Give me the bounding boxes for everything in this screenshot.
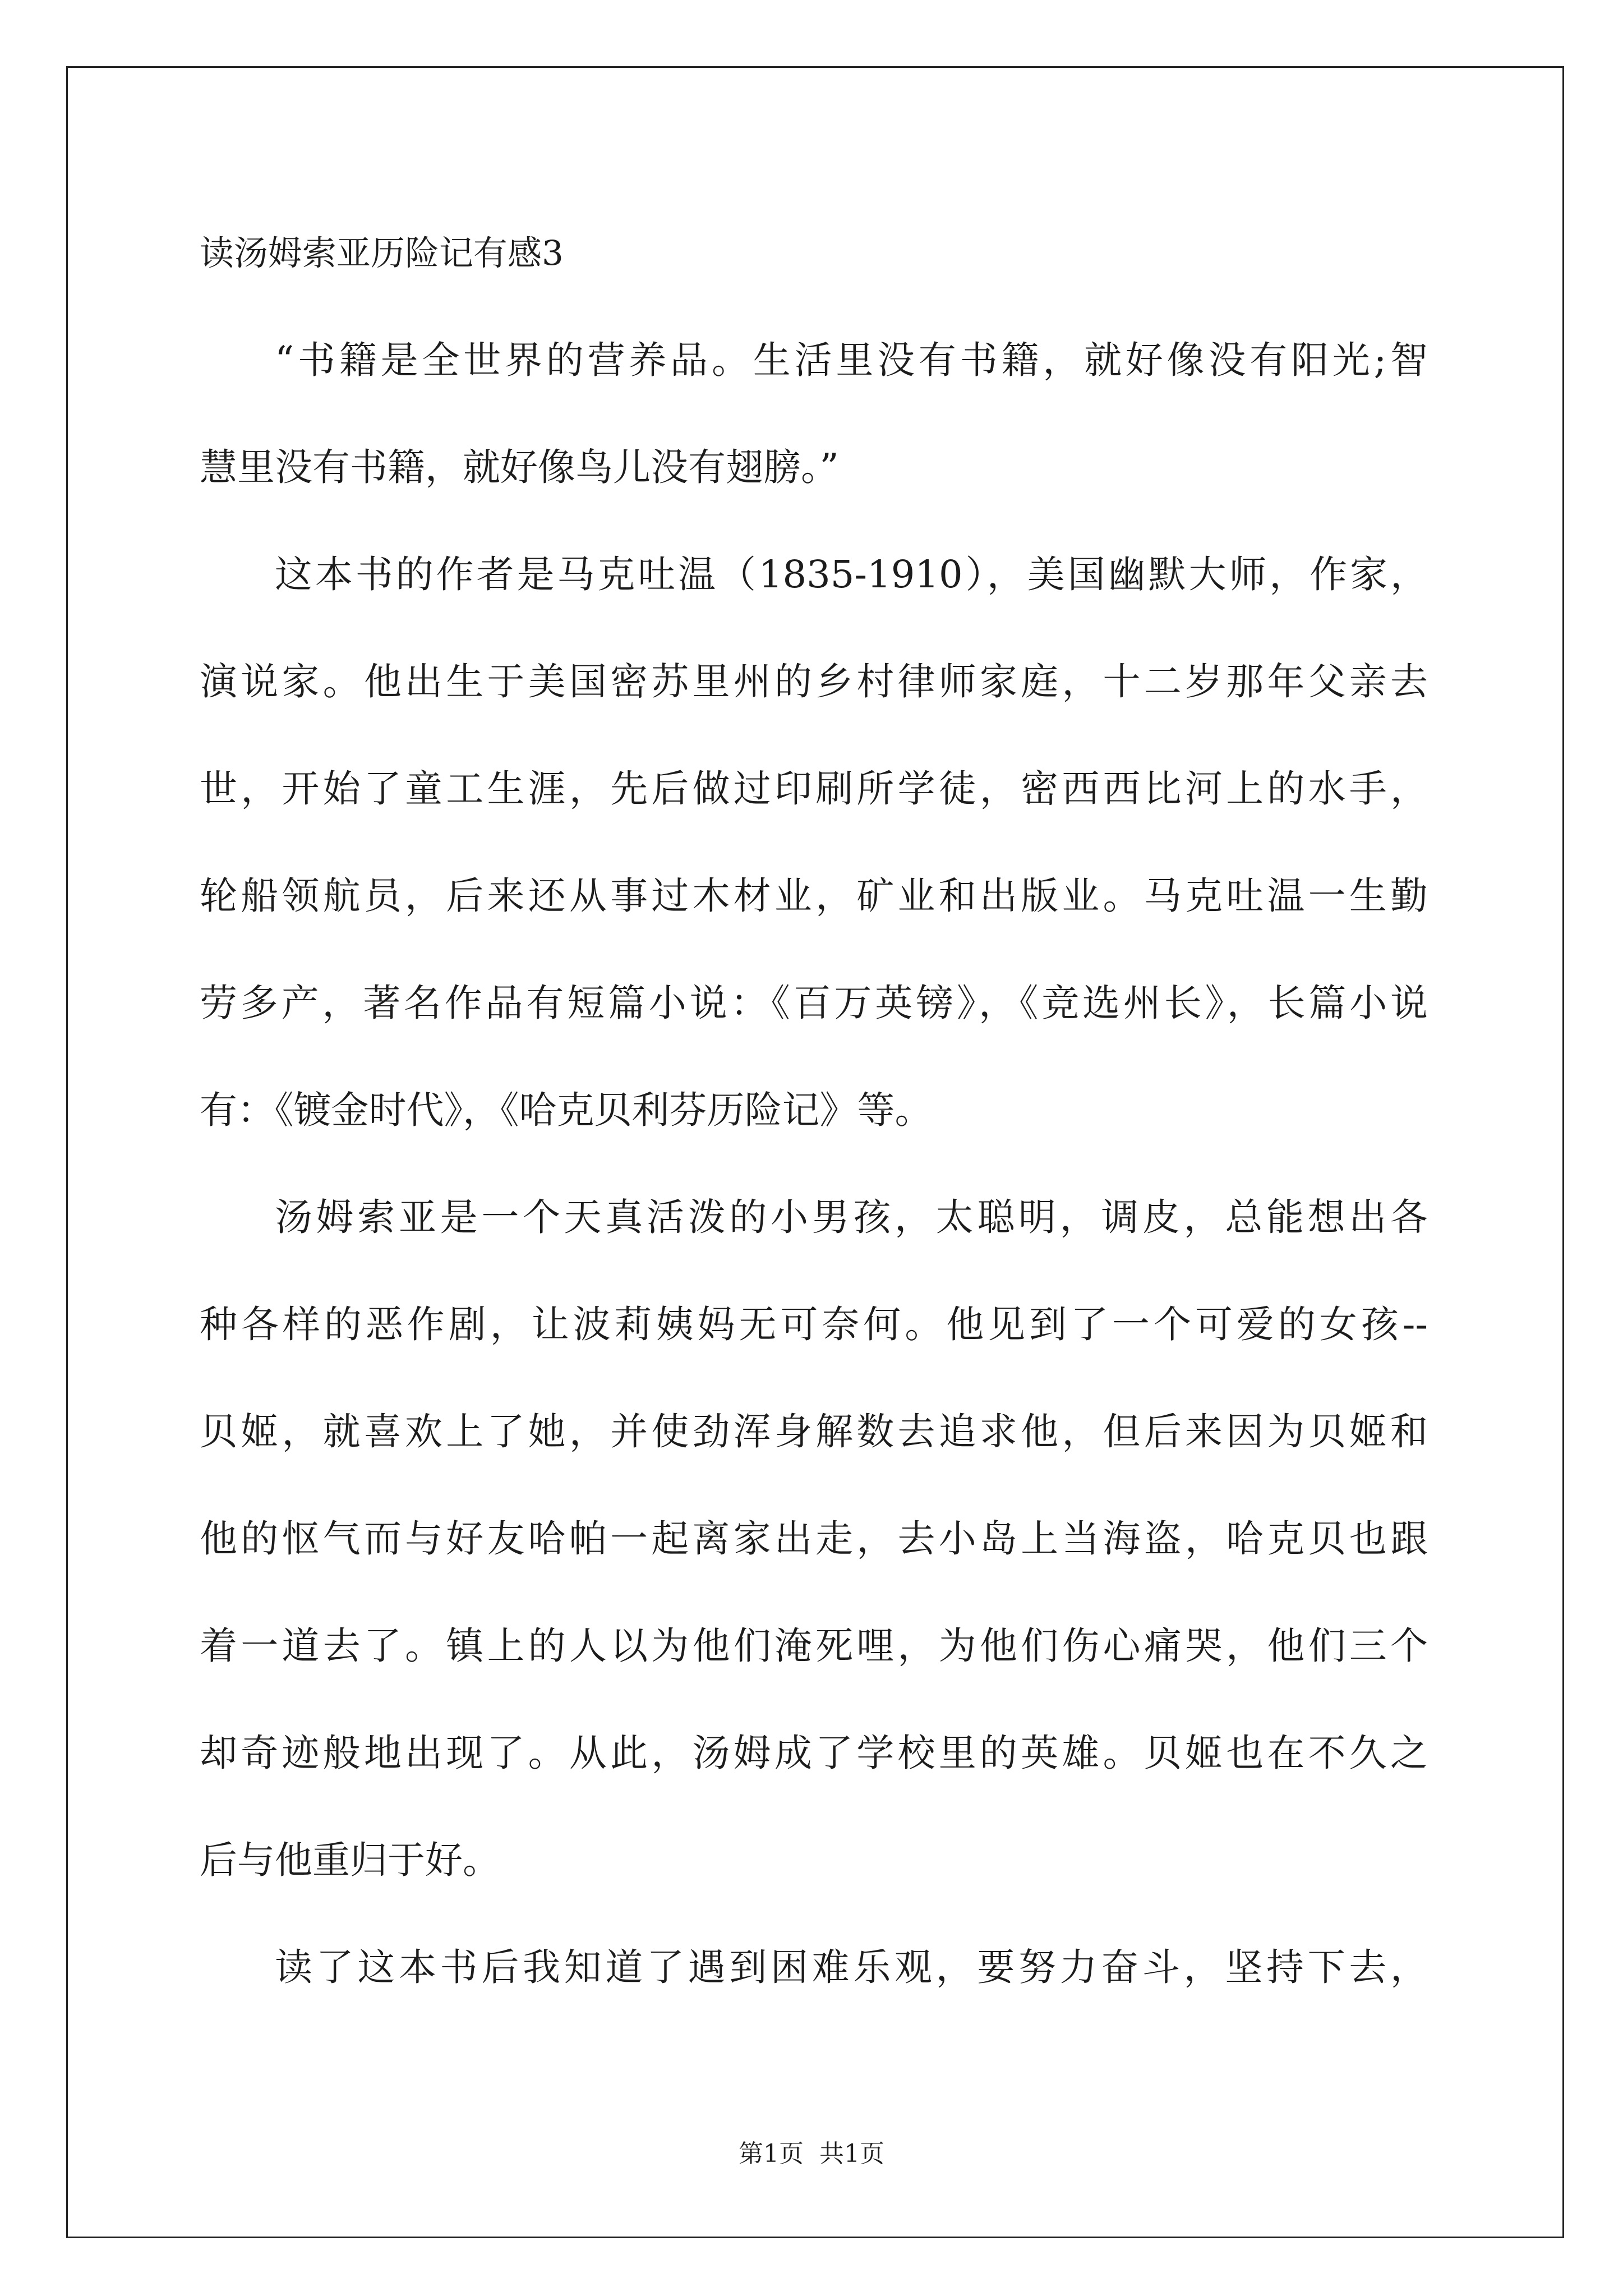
paragraph-line: 后与他重归于好。 [200,1838,500,1882]
paragraph-line: 慧里没有书籍，就好像鸟儿没有翅膀。” [200,445,839,489]
paragraph-line: 这本书的作者是马克吐温（1835-1910），美国幽默大师，作家， [275,553,1428,596]
paragraph-line: 种各样的恶作剧，让波莉姨妈无可奈何。他见到了一个可爱的女孩-- [200,1303,1428,1346]
paragraph-line: 却奇迹般地出现了。从此，汤姆成了学校里的英雄。贝姬也在不久之 [200,1731,1428,1775]
paragraph-line: 着一道去了。镇上的人以为他们淹死哩，为他们伤心痛哭，他们三个 [200,1624,1428,1668]
paragraph-line: 读了这本书后我知道了遇到困难乐观，要努力奋斗，坚持下去， [275,1945,1428,1989]
paragraph [200,1164,1428,1914]
paragraph-line: 世，开始了童工生涯，先后做过印刷所学徒，密西西比河上的水手， [200,767,1428,811]
document-title: 读汤姆索亚历险记有感3 [200,233,564,273]
page-number: 第1页 共1页 [739,2139,884,2168]
paragraph-line: 轮船领航员，后来还从事过木材业，矿业和出版业。马克吐温一生勤 [200,874,1428,918]
paragraph-line: 演说家。他出生于美国密苏里州的乡村律师家庭，十二岁那年父亲去 [200,660,1428,703]
paragraph-line: “书籍是全世界的营养品。生活里没有书籍，就好像没有阳光;智 [275,338,1428,382]
paragraph-line: 有：《镀金时代》，《哈克贝利芬历险记》等。 [200,1088,933,1132]
paragraph-line: 他的怄气而与好友哈帕一起离家出走，去小岛上当海盗，哈克贝也跟 [200,1517,1428,1561]
paragraph-line: 汤姆索亚是一个天真活泼的小男孩，太聪明，调皮，总能想出各 [275,1195,1428,1239]
paragraph [200,1914,1428,2021]
paragraph-line: 贝姬，就喜欢上了她，并使劲浑身解数去追求他，但后来因为贝姬和 [200,1410,1428,1453]
paragraph-list [200,307,1428,2021]
paragraph [200,521,1428,1164]
document-body [200,200,1428,2021]
paragraph [200,307,1428,521]
paragraph-line: 劳多产，著名作品有短篇小说：《百万英镑》，《竞选州长》，长篇小说 [200,981,1428,1025]
